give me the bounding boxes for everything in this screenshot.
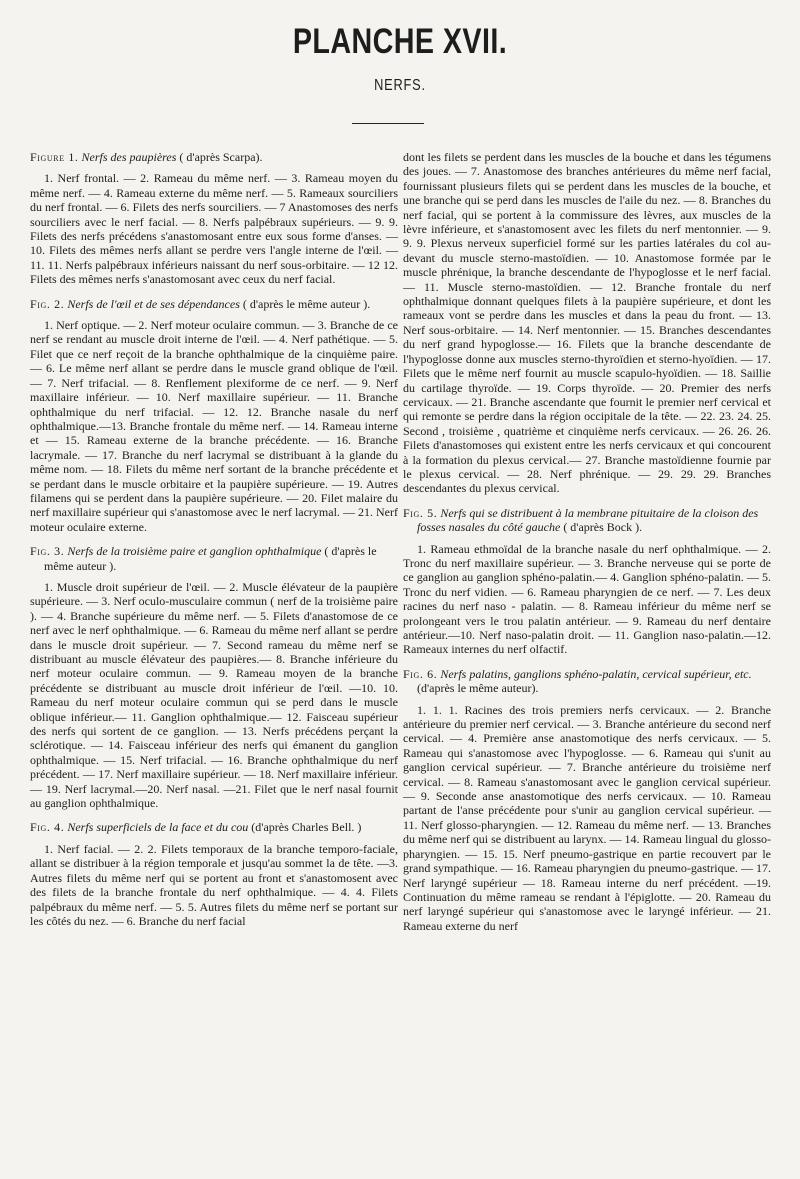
figure-label: Fig. 4. — [30, 820, 65, 835]
figure-4-legend-part-1: 1. Nerf facial. — 2. 2. Filets temporaux de la branche temporo-faciale, allant se distribuer à la région temporale et jusqu'au sommet la de tête. —3. Autres filets du même nerf qui se portent au front et s'anastomosent avec des filets de la branche frontale du nerf ophthalmique. — 4. 4. Filets palpébraux du même nerf. — 5. 5. Autres filets du même nerf se portant sur les côtés du nez. — 6. Branche du nerf facial — [30, 841, 398, 928]
figure-title: Nerfs palatins, ganglions sphéno-palatin, cervical supérieur, etc. — [440, 666, 752, 681]
figure-title: Nerfs qui se distribuent à la membrane pituitaire de la cloison des fosses nasales du côté gauche — [417, 505, 759, 535]
figure-source: ( d'après Bock ). — [563, 520, 643, 535]
figure-source: (d'après le même auteur). — [417, 681, 539, 696]
figure-3-legend: 1. Muscle droit supérieur de l'œil. — 2. Muscle élévateur de la paupière supérieure. — 3. Nerf oculo-musculaire commun ( nerf de la troisième paire ). — 4. Branche supérieure du même nerf. — 5. Filets d'anastomose de ce nerf avec le nerf ophthalmique. — 6. Rameau du même nerf allant se perdre dans le muscle droit supérieur. — 7. Second rameau du même nerf se distribuant au muscle élévateur des paupières.— 8. Branche inférieure du nerf moteur oculaire commun. — 9. Rameau moyen de la branche précédente se distribuant au muscle droit inférieur de l'œil. —10. 10. Rameau du nerf moteur oculaire commun qui se perd dans le muscle oblique inférieur.— 11. Ganglion ophthalmique.— 12. Faisceau supérieur des nerfs qui sortent de ce ganglion. — 13. Nerfs précédens perçant la sclérotique. — 14. Faisceau inférieur des nerfs qui émanent du ganglion ophthalmique. — 15. Nerf trifacial. — 16. Branche ophthalmique du nerf précédent. — 17. Nerf maxillaire supérieur. — 18. Nerf maxillaire inférieur.— 19. Nerf lacrymal.—20. Nerf nasal. —21. Filet que le nerf nasal fournit au ganglion ophthalmique. — [30, 579, 398, 811]
figure-source: ( d'après le même auteur ). — [242, 296, 371, 311]
figure-source: (d'après Charles Bell. ) — [251, 820, 362, 835]
figure-label: Fig. 6. — [403, 666, 438, 681]
figure-source: ( d'après Scarpa). — [179, 150, 263, 164]
figure-6-legend: 1. 1. 1. Racines des trois premiers nerfs cervicaux. — 2. Branche antérieure du premier nerf cervical. — 3. Branche antérieure du second nerf cervical. — 4. Première anse anastomotique des nerfs cervicaux. — 5. Rameau qui s'anastomose avec l'hypoglosse. — 6. Rameau qui s'unit au ganglion cervical supérieur. — 7. Branche antérieure du troisième nerf cervical. — 8. Rameau s'anastomosant avec le ganglion cervical supérieur. — 9. Seconde anse anastomotique des nerfs cervicaux. — 10. Rameau partant de l'anse précédente pour s'unir au ganglion cervical supérieur. — 11. Nerf glosso-pharyngien. — 12. Rameau du même nerf. — 13. Branches du même nerf qui se distribuent au larynx. — 14. Rameau lingual du glosso-pharyngien. — 15. 15. Nerf pneumo-gastrique en partie recouvert par le grand sympathique. — 16. Rameau pharyngien du pneumo-gastrique. — 17. Nerf laryngé supérieur — 18. Rameau interne du nerf précédent. —19. Continuation du même rameau se rendant à l'épiglotte. — 20. Rameau du nerf laryngé supérieur qui s'anastomose avec le laryngé inférieur. — 21. Rameau externe du nerf — [403, 702, 771, 933]
divider-rule — [352, 123, 424, 124]
figure-label: Fig. 2. — [30, 296, 65, 311]
figure-title: Nerfs des paupières — [81, 150, 177, 164]
figure-4-legend-part-2: dont les filets se perdent dans les muscles de la bouche et dans les tégumens des joues. — 7. Anastomose des branches antérieures du même nerf facial, fournissant plusieurs filets qui se perdent dans les muscles de la bouche, et une branche qui se perd dans les muscles de l'aile du nez. — 8. Branches du nerf facial, qui se portent à la commissure des lèvres, aux muscles de la lèvre inférieure, et s'anastomosent avec les filets du nerf mentonnier. — 9. 9. 9. Plexus nerveux superficiel formé sur les parties latérales du col au-devant du muscle sterno-mastoïdien. — 10. Anastomose formée par le muscle phrénique, la branche descendante de l'hypoglosse et le nerf facial. — 11. Muscle sterno-mastoïdien. — 12. Branche frontale du nerf ophthalmique donnant quelques filets à la paupière supérieure, et dont les rameaux vont se perdre dans les muscles et dans la peau du front. — 13. Nerf sous-orbitaire. — 14. Nerf mentonnier. — 15. Branches descendantes du nerf grand hypoglosse.— 16. Filets que la branche descendante de l'hypoglosse donne aux muscles sterno-thyroïdien et sterno-hyoïdien. — 17. Filets que le même nerf fournit au muscle scapulo-hyoïdien. — 18. Saillie du cartilage thyroïde. — 19. Corps thyroïde. — 20. Premier des nerfs cervicaux. — 21. Branche ascendante que fournit le premier nerf cervical et qui remonte se perdre dans la région occipitale de la tête. — 22. 23. 24. 25. Second , troisième , quatrième et cinquième nerfs cervicaux. — 26. 26. 26. Filets d'anastomoses qui existent entre les nerfs cervicaux et qui concourent à la formation du plexus cervical.— 27. Branche mastoïdienne fournie par le plexus cervical. — 28. Nerf phrénique. — 29. 29. 29. Branches descendantes du plexus cervical. — [403, 150, 771, 496]
figure-1-legend: 1. Nerf frontal. — 2. Rameau du même nerf. — 3. Rameau moyen du même nerf. — 4. Rameau externe du même nerf. — 5. Rameaux sourciliers du nerf frontal. — 6. Filets des nerfs sourciliers. — 7 Anastomoses des nerfs sourciliers avec le nerf facial. — 8. Nerfs palpébraux supérieurs. — 9. 9. Filets des nerfs précédens s'anastomosant entre eux sous forme d'anses. — 10. Filets des mêmes nerfs allant se perdre vers l'angle interne de l'œil. — 11. 11. Nerfs palpébraux inférieurs naissant du nerf sous-orbitaire. — 12 12. Filets des mêmes nerfs s'anastomosant avec ceux du nerf facial. — [30, 171, 398, 287]
figure-2-legend: 1. Nerf optique. — 2. Nerf moteur oculaire commun. — 3. Branche de ce nerf se rendant au muscle droit interne de l'œil. — 4. Nerf pathétique. — 5. Filet que ce nerf reçoit de la branche ophthalmique de la cinquième paire. — 6. Le même nerf allant se perdre dans le muscle grand oblique de l'œil. — 7. Nerf trifacial. — 8. Renflement plexiforme de ce nerf. — 9. Nerf maxillaire inférieur. — 10. Nerf maxillaire supérieur. — 11. Branche ophthalmique du nerf trifacial. — 12. 12. Branche nasale du nerf ophthalmique.—13. Branche frontale du même nerf. — 14. Rameau interne et — 15. Rameau externe de la branche précédente. — 16. Branche lacrymale. — 17. Branche du nerf lacrymal se distribuant à la glande du même nom. — 18. Filets du même nerf sortant de la branche précédente et se perdant dans le muscle orbitaire et la paupière supérieure. — 19. Autres filamens qui se perdent dans la paupière supérieure. — 20. Filet malaire du nerf maxillaire supérieur qui s'anastomose avec le nerf lacrymal. — 21. Nerf moteur oculaire externe. — [30, 318, 398, 534]
figure-title: Nerfs superficiels de la face et du cou — [67, 820, 249, 835]
figure-4-heading — [30, 820, 398, 834]
left-column — [30, 150, 398, 938]
figure-title: Nerfs de la troisième paire et ganglion ophthalmique — [67, 544, 322, 559]
figure-source: ( d'après le même auteur ). — [44, 544, 377, 573]
figure-title: Nerfs de l'œil et de ses dépendances — [67, 296, 240, 311]
plate-title: PLANCHE XVII. — [292, 22, 508, 61]
figure-2-heading — [30, 297, 398, 311]
figure-3-heading — [30, 544, 398, 573]
figure-5-legend: 1. Rameau ethmoïdal de la branche nasale du nerf ophthalmique. — 2. Tronc du nerf maxillaire supérieur. — 3. Branche nerveuse qui se porte de ce ganglion au ganglion sphéno-palatin.— 4. Ganglion sphéno-palatin. — 5. Tronc du nerf vidien. — 6. Rameau pharyngien de ce nerf. — 7. Les deux racines du nerf naso - palatin. — 8. Rameau inférieur du même nerf se prolongeant vers le trou palatin antérieur. — 9. Rameau du nerf dentaire antérieur.—10. Nerf naso-palatin droit. — 11. Ganglion naso-palatin.—12. Rameaux internes du nerf olfactif. — [403, 541, 771, 657]
figure-label: Fig. 5. — [403, 505, 438, 520]
figure-label: Fig. 3. — [30, 544, 65, 559]
figure-1-heading — [30, 150, 398, 164]
figure-6-heading — [403, 667, 771, 696]
right-column — [403, 150, 771, 943]
section-title: NERFS. — [374, 77, 426, 94]
figure-label: Figure 1. — [30, 150, 79, 164]
figure-5-heading — [403, 506, 771, 535]
